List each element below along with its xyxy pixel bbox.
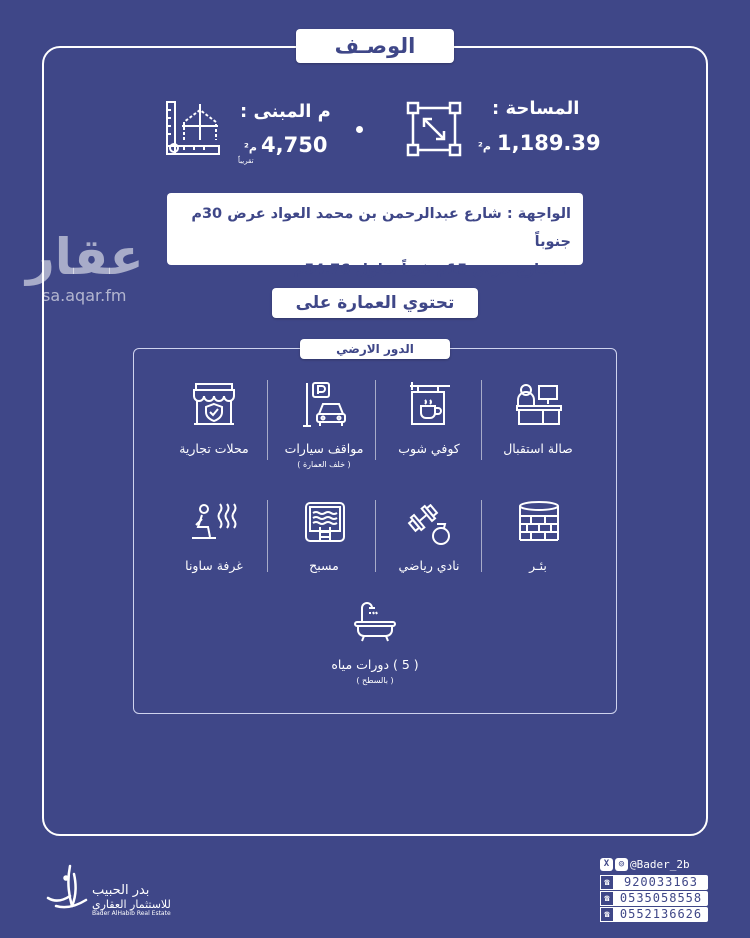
item-label-sauna: غرفة ساونا xyxy=(185,558,243,573)
phone-icon: ☎ xyxy=(600,891,614,906)
item-label-shops: محلات تجارية xyxy=(179,441,249,456)
item-sub-parking: ( خلف العمارة ) xyxy=(297,460,351,469)
phone-icon: ☎ xyxy=(600,875,614,890)
x-icon[interactable]: X xyxy=(600,858,613,871)
item-label-well: بئـر xyxy=(529,558,547,573)
shop-icon xyxy=(192,382,236,426)
ground-floor-title: الدور الارضي xyxy=(300,339,450,359)
phone-icon: ☎ xyxy=(600,907,614,922)
brand-subtitle: للاستثمار العقاري xyxy=(92,898,171,911)
contains-title: تحتوي العمارة على xyxy=(272,288,478,318)
item-label-reception: صالة استقبال xyxy=(503,441,573,456)
area-unit: م² xyxy=(478,140,491,153)
building-plan-icon xyxy=(164,100,222,160)
facade-box xyxy=(167,193,583,278)
area-label: المساحة : xyxy=(492,98,580,119)
sauna-icon xyxy=(190,502,238,542)
item-label-coffee: كوفي شوب xyxy=(398,441,460,456)
stat-separator xyxy=(356,126,363,133)
brand-english: Bader AlHabib Real Estate xyxy=(92,910,171,917)
item-sub-bathrooms: ( بالسطح ) xyxy=(356,676,394,685)
well-icon xyxy=(517,500,561,544)
reception-desk-icon xyxy=(515,382,563,426)
building-unit: م² xyxy=(244,141,257,154)
area-value: 1,189.39 xyxy=(497,131,601,155)
page-title: الوصـف xyxy=(296,29,454,63)
facade-line-2: + شارع عرض 15م غرباً بطول 54.76م xyxy=(293,262,571,278)
building-label: م المبنى : xyxy=(240,101,331,122)
social-handle[interactable]: @Bader_2b xyxy=(630,857,690,871)
social-handle-row xyxy=(600,857,708,871)
facade-line-1: الواجهة : شارع عبدالرحمن بن محمد العواد عرض 30م جنوباً xyxy=(191,206,571,250)
area-measure-icon xyxy=(405,100,463,158)
parking-icon xyxy=(301,380,349,430)
building-note: تقريباً xyxy=(238,157,254,165)
watermark-logo: عقار xyxy=(26,228,144,286)
watermark-url: sa.aqar.fm xyxy=(42,286,127,305)
brand-logo-icon xyxy=(44,862,90,914)
item-label-gym: نادي رياضي xyxy=(398,558,460,573)
item-label-bathrooms: ( 5 ) دورات مياه xyxy=(331,657,419,672)
bathtub-icon xyxy=(352,600,398,644)
item-label-pool: مسبح xyxy=(309,558,339,573)
building-value: 4,750 xyxy=(261,133,328,157)
coffee-shop-icon xyxy=(406,380,452,428)
phone-3[interactable]: ☎ 0552136626 xyxy=(600,907,708,922)
brand-name: بدر الحبيب xyxy=(92,883,150,898)
phone-2[interactable]: ☎ 0535058558 xyxy=(600,891,708,906)
item-label-parking: مواقف سيارات xyxy=(284,441,364,456)
instagram-icon[interactable]: ◎ xyxy=(615,858,628,871)
phone-1[interactable]: ☎ 920033163 xyxy=(600,875,708,890)
gym-icon xyxy=(407,504,453,546)
pool-icon xyxy=(303,500,347,544)
